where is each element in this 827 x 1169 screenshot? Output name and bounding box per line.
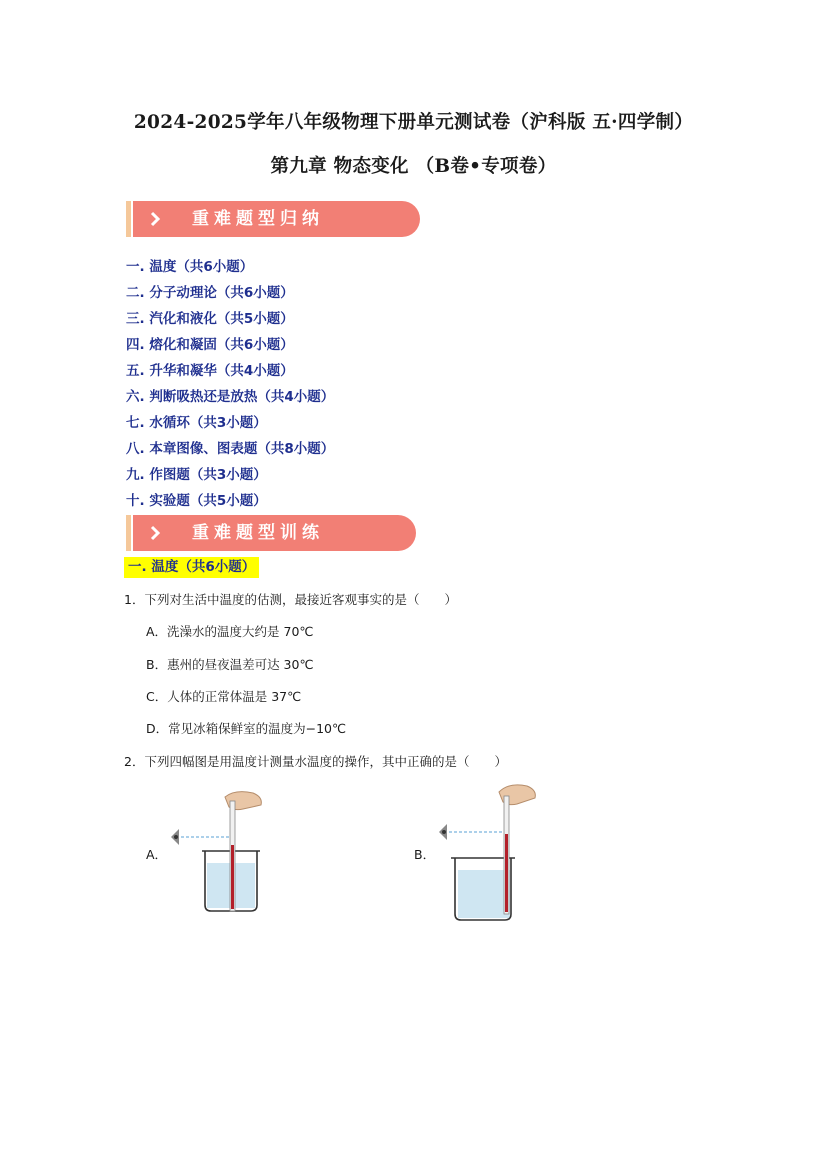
topic-item: 九. 作图题（共3小题） xyxy=(126,467,267,483)
figure-b-label: B． xyxy=(414,847,436,862)
summary-banner xyxy=(126,201,422,237)
topic-item: 五. 升华和凝华（共4小题） xyxy=(126,363,294,379)
topic-item: 一. 温度（共6小题） xyxy=(126,259,254,275)
training-banner xyxy=(126,515,418,551)
question-1-option-a: A．洗澡水的温度大约是 70℃ xyxy=(146,624,314,639)
topic-item: 六. 判断吸热还是放热（共4小题） xyxy=(126,389,335,405)
figure-a-label: A． xyxy=(146,847,168,862)
topic-item: 八. 本章图像、图表题（共8小题） xyxy=(126,441,335,457)
question-1-option-d: D．常见冰箱保鲜室的温度为−10℃ xyxy=(146,721,347,736)
figure-b-thermometer-beaker xyxy=(433,778,543,923)
summary-banner-label: 重难题型归纳 xyxy=(192,209,324,229)
topic-item: 三. 汽化和液化（共5小题） xyxy=(126,311,294,327)
topic-item: 四. 熔化和凝固（共6小题） xyxy=(126,337,294,353)
chapter-title: 第九章 物态变化 （B卷•专项卷） xyxy=(270,156,557,177)
section-heading: 一. 温度（共6小题） xyxy=(124,557,259,578)
topic-item: 七. 水循环（共3小题） xyxy=(126,415,267,431)
topic-item: 二. 分子动理论（共6小题） xyxy=(126,285,294,301)
figure-a-thermometer-beaker xyxy=(165,785,270,915)
question-2-stem: 2．下列四幅图是用温度计测量水温度的操作，其中正确的是（ ） xyxy=(124,754,507,769)
document-title: 2024-2025学年八年级物理下册单元测试卷（沪科版 五·四学制） xyxy=(133,112,694,133)
topic-list xyxy=(126,254,334,514)
question-1-option-b: B．惠州的昼夜温差可达 30℃ xyxy=(146,657,314,672)
question-1-option-c: C．人体的正常体温是 37℃ xyxy=(146,689,302,704)
training-banner-label: 重难题型训练 xyxy=(192,523,324,543)
topic-item: 十. 实验题（共5小题） xyxy=(126,493,267,509)
question-1-stem: 1．下列对生活中温度的估测，最接近客观事实的是（ ） xyxy=(124,592,457,607)
